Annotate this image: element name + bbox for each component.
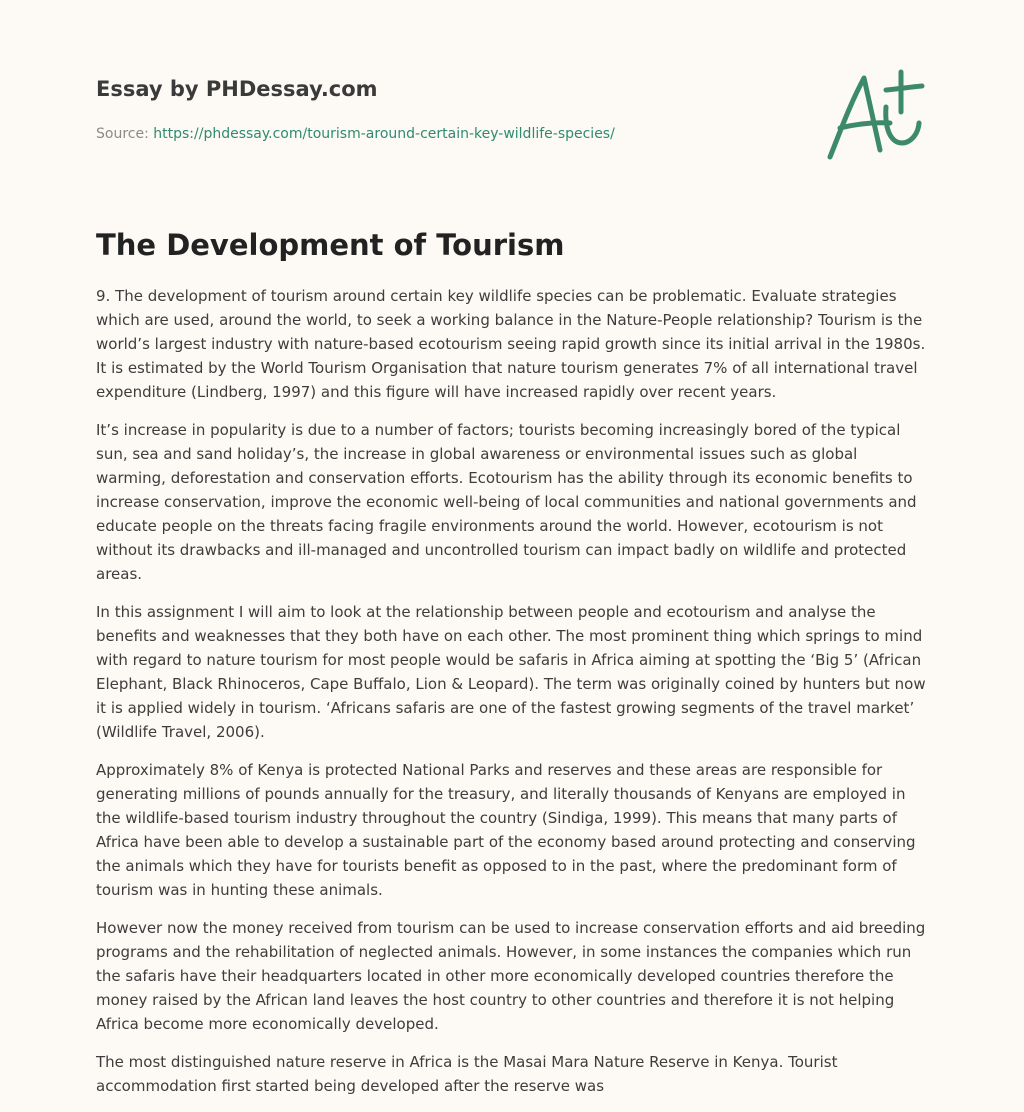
paragraph: In this assignment I will aim to look at the relationship between people and ecotourism and analyse the benefits and weaknesses that they both have on each other. The most prominent thing which springs to mind with regard to nature tourism for most people would be safaris in Africa aiming at spotting the ‘Big 5’ (African Elephant, Black Rhinoceros, Cape Buffalo, Lion & Leopard). The term was originally coined by hunters but now it is applied widely in tourism. ‘Africans safaris are one of the fastest growing segments of the travel market’ (Wildlife Travel, 2006). [96,603,926,741]
article-title: The Development of Tourism [96,228,565,262]
source-line [96,124,796,144]
paragraph: However now the money received from tourism can be used to increase conservation efforts and aid breeding programs and the rehabilitation of neglected animals. However, in some instances the companies which run the safaris have their headquarters located in other more economically developed countries therefore the money raised by the African land leaves the host country to other countries and therefore it is not helping Africa become more economically developed. [96,919,926,1033]
source-link[interactable]: https://phdessay.com/tourism-around-certain-key-wildlife-species/ [153,126,615,142]
source-label: Source: [96,126,154,142]
article-body [96,284,930,1112]
paragraph: It’s increase in popularity is due to a number of factors; tourists becoming increasingly bored of the typical sun, sea and sand holiday’s, the increase in global awareness or environmental issues such as global warming, deforestation and conservation efforts. Ecotourism has the ability through its economic benefits to increase conservation, improve the economic well-being of local communities and national governments and educate people on the threats facing fragile environments around the world. However, ecotourism is not without its drawbacks and ill-managed and uncontrolled tourism can impact badly on wildlife and protected areas. [96,421,917,583]
paragraph: The most distinguished nature reserve in Africa is the Masai Mara Nature Reserve in Kenya. Tourist accommodation first started being developed after the reserve was [96,1053,838,1095]
site-brand: Essay by PHDessay.com [96,77,378,101]
paragraph: 9. The development of tourism around certain key wildlife species can be problematic. Evaluate strategies which are used, around the world, to seek a working balance in the Nature-People relationship? Tourism is the world’s largest industry with nature-based ecotourism seeing rapid growth since its initial arrival in the 1980s. It is estimated by the World Tourism Organisation that nature tourism generates 7% of all international travel expenditure (Lindberg, 1997) and this figure will have increased rapidly over recent years. [96,287,926,401]
paragraph: Approximately 8% of Kenya is protected National Parks and reserves and these areas are responsible for generating millions of pounds annually for the treasury, and literally thousands of Kenyans are employed in the wildlife-based tourism industry throughout the country (Sindiga, 1999). This means that many parts of Africa have been able to develop a sustainable part of the economy based around protecting and conserving the animals which they have for tourists benefit as opposed to in the past, where the predominant form of tourism was in hunting these animals. [96,761,916,899]
a-plus-logo-icon [822,66,928,166]
page-header [96,74,796,144]
